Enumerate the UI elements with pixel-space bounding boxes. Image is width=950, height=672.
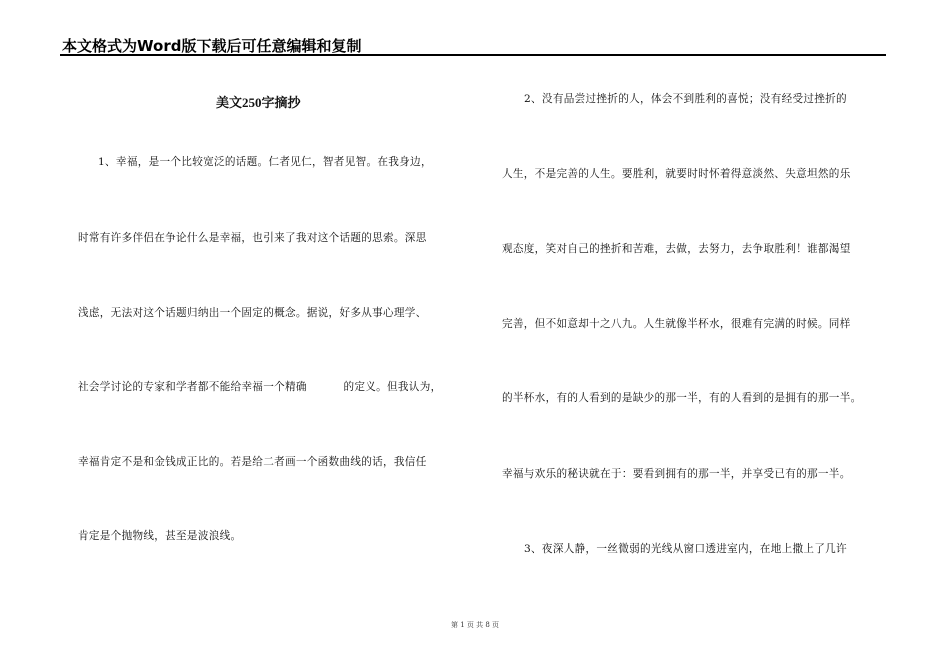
left-line-6: 肯定是个抛物线，甚至是波浪线。: [78, 530, 242, 542]
left-line-3: 浅虑，无法对这个话题归纳出一个固定的概念。据说，好多从事心理学、: [78, 307, 427, 319]
page-number: 第 1 页 共 8 页: [450, 621, 500, 629]
header-rule: [60, 54, 886, 56]
right-line-2: 人生，不是完善的人生。要胜利，就要时时怀着得意淡然、失意坦然的乐: [502, 168, 851, 180]
right-line-5: 的半杯水，有的人看到的是缺少的那一半，有的人看到的是拥有的那一半。: [502, 392, 862, 404]
left-line-5: 幸福肯定不是和金钱成正比的。若是给二者画一个函数曲线的话，我信任: [78, 456, 427, 468]
header-title: 本文格式为Word版下载后可任意编辑和复制: [62, 37, 362, 55]
right-line-3: 观态度，笑对自己的挫折和苦难，去做，去努力，去争取胜利！谁都渴望: [502, 243, 851, 255]
right-line-7: 3、夜深人静，一丝微弱的光线从窗口透进室内，在地上撒上了几许: [524, 543, 847, 555]
left-line-2: 时常有许多伴侣在争论什么是幸福，也引来了我对这个话题的思索。深思: [78, 232, 427, 244]
left-line-4: 社会学讨论的专家和学者都不能给幸福一个精确 的定义。但我认为，: [78, 381, 442, 393]
left-line-1: 1、幸福，是一个比较宽泛的话题。仁者见仁，智者见智。在我身边，: [98, 156, 432, 168]
right-line-1: 2、没有品尝过挫折的人，体会不到胜利的喜悦；没有经受过挫折的: [524, 93, 847, 105]
right-line-6: 幸福与欢乐的秘诀就在于：要看到拥有的那一半，并享受已有的那一半。: [502, 468, 851, 480]
document-title: 美文250字摘抄: [216, 95, 301, 110]
right-line-4: 完善，但不如意却十之八九。人生就像半杯水，很难有完满的时候。同样: [502, 318, 851, 330]
